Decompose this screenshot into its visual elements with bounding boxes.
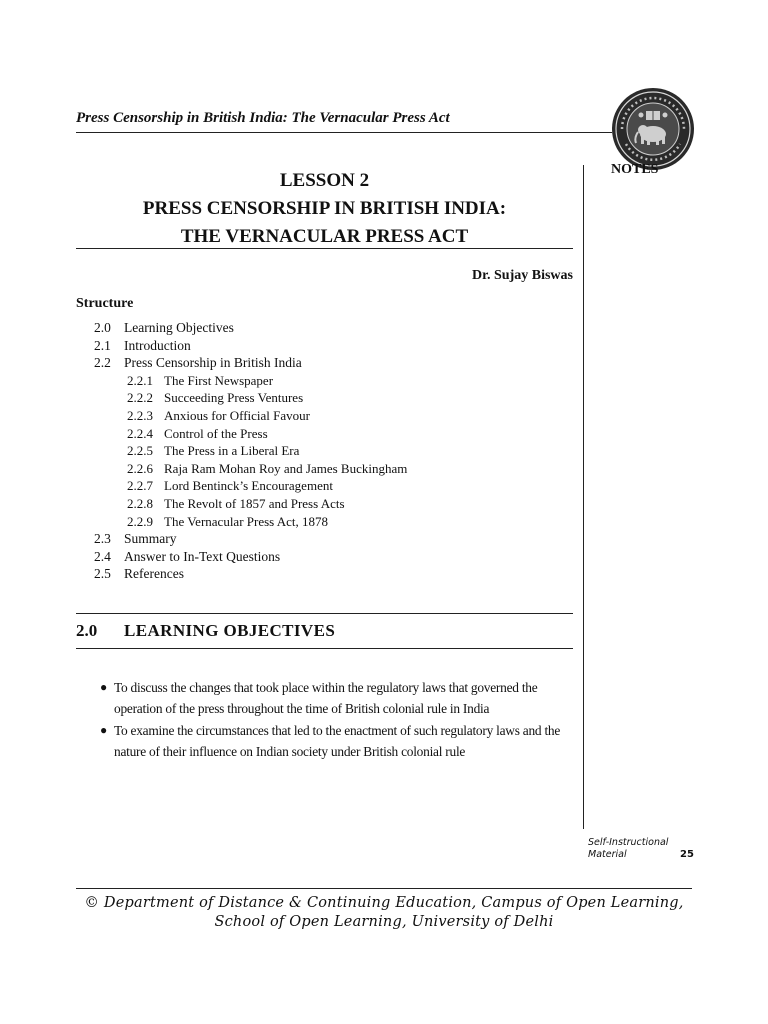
- objective-text: To discuss the changes that took place within the regulatory laws that governed the operation of the press throughout the time of British colonial rule in India: [114, 680, 538, 716]
- objective-item: [98, 720, 578, 762]
- toc-item: [76, 513, 407, 531]
- objectives-list: [98, 677, 578, 763]
- section-title: LEARNING OBJECTIVES: [124, 621, 336, 640]
- margin-rule: [583, 165, 584, 829]
- toc-item: [76, 565, 407, 583]
- toc-item-number: 2.2.7: [127, 478, 153, 494]
- toc-item-number: 2.4: [94, 548, 111, 564]
- toc-item-text: The Vernacular Press Act, 1878: [164, 513, 329, 529]
- toc-item-text: Learning Objectives: [124, 320, 234, 335]
- toc-item: [76, 425, 407, 443]
- toc-item-number: 2.2: [94, 355, 111, 371]
- objective-text: To examine the circumstances that led to the enactment of such regulatory laws and the nature of their influence on Indian society under British colonial rule: [114, 723, 561, 759]
- toc-item-number: 2.5: [94, 566, 111, 582]
- self-instructional-line1: Self-Instructional: [588, 837, 669, 848]
- toc-item-number: 2.2.5: [127, 443, 153, 459]
- toc-item-text: Press Censorship in British India: [124, 355, 302, 371]
- author-name: Dr. Sujay Biswas: [471, 268, 573, 283]
- bullet-icon: ●: [100, 680, 107, 694]
- toc-item-text: Lord Bentinck’s Encouragement: [164, 478, 333, 494]
- title-rule: [76, 248, 573, 249]
- toc-item: [76, 495, 407, 513]
- toc-item: [76, 477, 407, 495]
- toc-item: [76, 354, 407, 372]
- toc-item: [76, 319, 407, 337]
- table-of-contents: [76, 319, 407, 583]
- university-seal-icon: [610, 86, 696, 172]
- toc-item-text: Raja Ram Mohan Roy and James Buckingham: [164, 460, 408, 476]
- toc-item-number: 2.2.1: [127, 372, 153, 388]
- self-instructional-line2: Material: [588, 849, 627, 860]
- running-header: Press Censorship in British India: The Vernacular Press Act: [76, 110, 450, 126]
- toc-item-text: Succeeding Press Ventures: [164, 390, 304, 406]
- toc-item: [76, 460, 407, 478]
- section-rule-top: [76, 613, 573, 614]
- toc-item-text: References: [124, 566, 184, 582]
- header-rule: [76, 132, 612, 133]
- page-number: 25: [680, 849, 694, 860]
- toc-item-text: Introduction: [124, 337, 191, 353]
- toc-item-number: 2.2.6: [127, 460, 153, 476]
- toc-item-number: 2.0: [94, 320, 111, 335]
- toc-item-text: The First Newspaper: [164, 372, 274, 388]
- toc-item-text: Answer to In-Text Questions: [124, 548, 281, 564]
- toc-item: [76, 530, 407, 548]
- lesson-title-line1: PRESS CENSORSHIP IN BRITISH INDIA:: [142, 198, 507, 219]
- toc-item-number: 2.3: [94, 531, 111, 547]
- toc-item-text: Summary: [124, 531, 177, 547]
- toc-item-number: 2.2.8: [127, 495, 153, 511]
- toc-item-text: The Revolt of 1857 and Press Acts: [164, 495, 345, 511]
- self-instructional-label: [588, 837, 668, 861]
- toc-item-text: Anxious for Official Favour: [164, 407, 310, 423]
- lesson-label: LESSON 2: [279, 170, 370, 191]
- toc-item: [76, 389, 407, 407]
- toc-item-number: 2.2.3: [127, 407, 153, 423]
- footer-line2: School of Open Learning, University of Delhi: [214, 914, 554, 930]
- section-rule-bottom: [76, 648, 573, 649]
- toc-item-text: Control of the Press: [164, 425, 268, 441]
- toc-item: [76, 407, 407, 425]
- bullet-icon: ●: [100, 723, 107, 737]
- footer-line1: © Department of Distance & Continuing Education, Campus of Open Learning,: [84, 895, 684, 911]
- toc-item-number: 2.2.2: [127, 390, 153, 406]
- toc-item-text: The Press in a Liberal Era: [164, 443, 300, 459]
- lesson-title-line2: THE VERNACULAR PRESS ACT: [180, 226, 469, 247]
- section-number: 2.0: [76, 621, 98, 640]
- toc-item-number: 2.1: [94, 337, 111, 353]
- notes-label: NOTES: [611, 162, 659, 177]
- objective-item: [98, 677, 578, 719]
- toc-item: [76, 337, 407, 355]
- toc-item: [76, 548, 407, 566]
- toc-item: [76, 442, 407, 460]
- toc-item-number: 2.2.9: [127, 513, 153, 529]
- footer-rule: [76, 888, 692, 889]
- toc-item-number: 2.2.4: [127, 425, 153, 441]
- structure-heading: Structure: [76, 296, 134, 311]
- toc-item: [76, 372, 407, 390]
